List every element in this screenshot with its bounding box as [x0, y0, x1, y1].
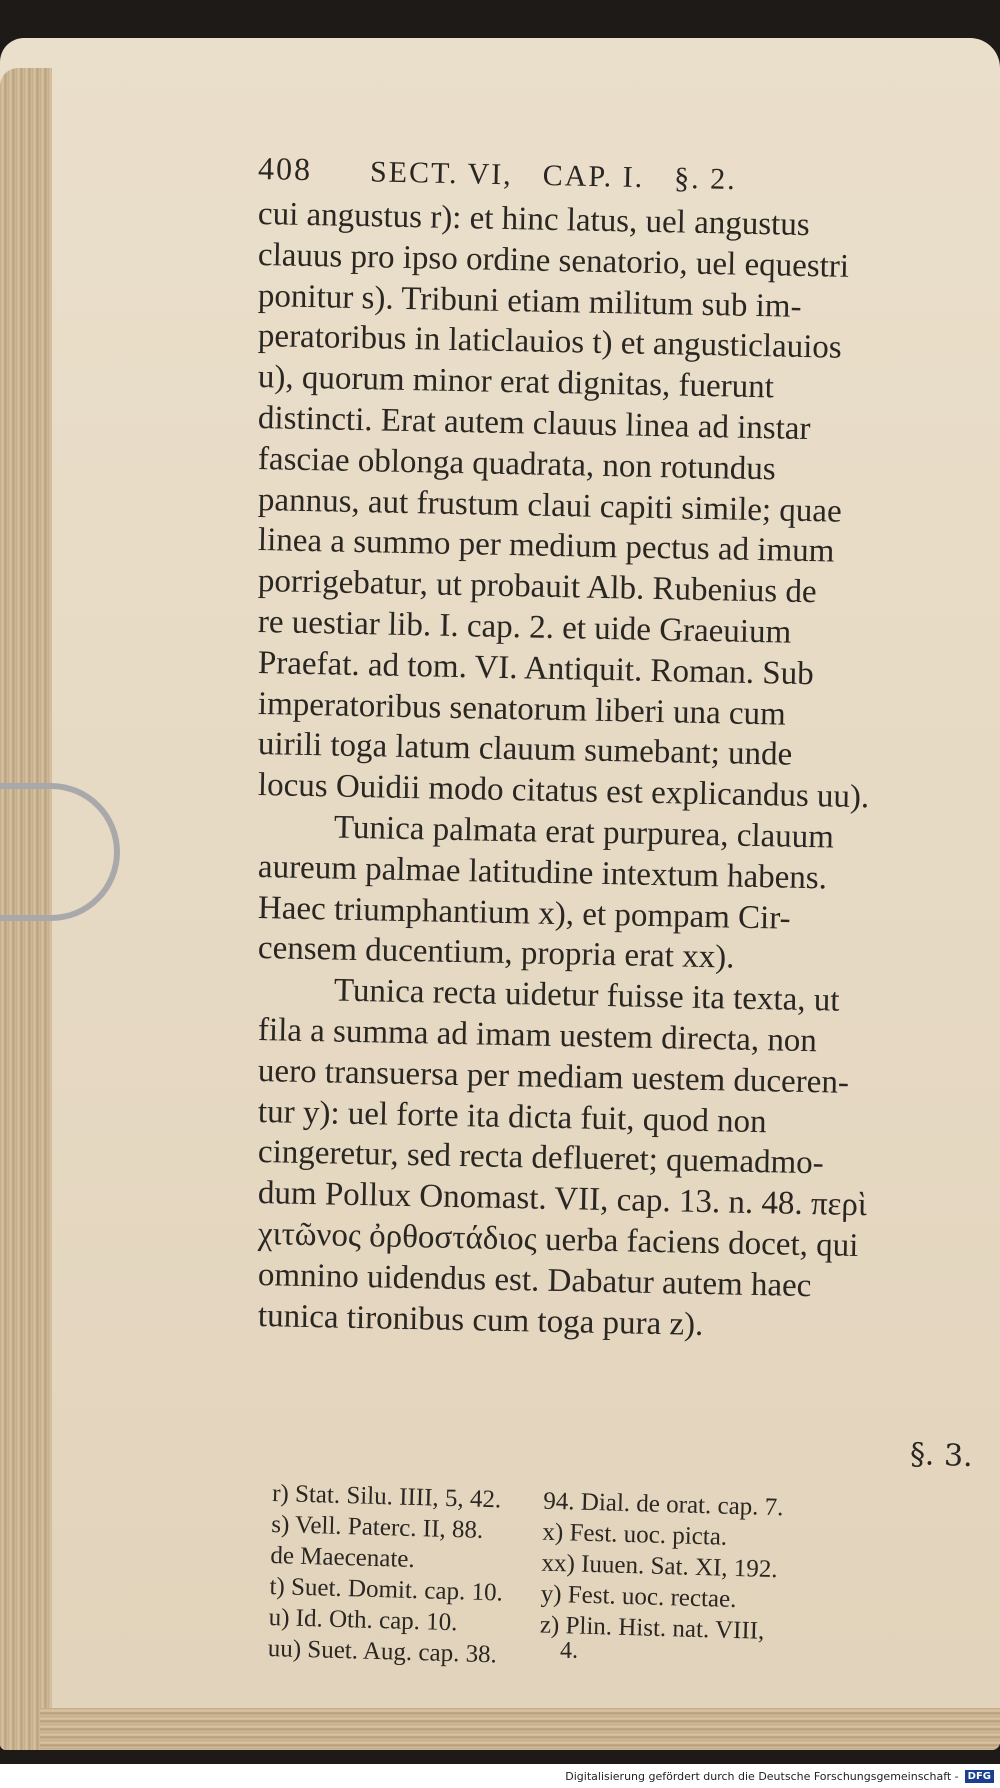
body-text — [257, 194, 978, 1343]
text-line: Tunica recta uidetur fuisse ita texta, ut — [333, 972, 840, 1019]
text-line: u), quorum minor erat dignitas, fuerunt — [257, 359, 775, 406]
section-label: SECT. VI, — [369, 155, 514, 192]
footnote: u) Id. Oth. cap. 10. — [268, 1603, 458, 1637]
text-line: censem ducentium, propria erat xx). — [257, 930, 735, 976]
text-line: peratoribus in laticlauios t) et angusticlauios — [257, 318, 843, 367]
text-line: clauus pro ipso ordine senatorio, uel equestri — [257, 236, 850, 285]
footnote: t) Suet. Domit. cap. 10. — [269, 1572, 504, 1607]
text-line: fasciae oblonga quadrata, non rotundus — [257, 440, 777, 488]
text-line: χιτῶνος ὀρθοστάδιος uerba faciens docet, qui — [257, 1215, 859, 1264]
text-line: porrigebatur, ut probauit Alb. Rubenius de — [257, 563, 817, 611]
dfg-logo: DFG — [965, 1770, 994, 1783]
text-line: dum Pollux Onomast. VII, cap. 13. n. 48. περὶ — [257, 1175, 868, 1224]
footnote: s) Vell. Paterc. II, 88. — [270, 1511, 484, 1544]
page-edges-bottom — [40, 1708, 1000, 1750]
text-line: Tunica palmata erat purpurea, clauum — [333, 809, 835, 856]
footnote: z) Plin. Hist. nat. VIII, — [539, 1611, 765, 1645]
text-line: distincti. Erat autem clauus linea ad instar — [257, 399, 811, 448]
footnotes-left-column — [267, 1478, 505, 1670]
text-line: Praefat. ad tom. VI. Antiquit. Roman. Sub — [257, 644, 815, 692]
chapter-label: CAP. I. — [542, 158, 645, 195]
footnote: xx) Iuuen. Sat. XI, 192. — [541, 1549, 779, 1584]
footnote: 94. Dial. de orat. cap. 7. — [542, 1487, 784, 1522]
digitization-footer — [0, 1764, 1000, 1788]
page-number: 408 — [257, 150, 313, 188]
text-line: tunica tironibus cum toga pura z). — [257, 1297, 704, 1343]
text-line: uirili toga latum clauum sumebant; unde — [257, 726, 793, 774]
text-line: fila a summa ad imam uestem directa, non — [257, 1011, 818, 1060]
paragraph-label: §. 2. — [673, 161, 738, 197]
text-line: locus Ouidii modo citatus est explicandus uu). — [257, 767, 870, 816]
text-line: aureum palmae latitudine intextum habens. — [257, 848, 828, 897]
footnote: de Maecenate. — [270, 1542, 416, 1574]
text-line: pannus, aut frustum claui capiti simile; quae — [257, 481, 843, 530]
text-line: cui angustus r): et hinc latus, uel angustus — [257, 196, 811, 244]
text-line: linea a summo per medium pectus ad imum — [257, 522, 835, 570]
paper-clip — [0, 783, 120, 921]
footnotes — [267, 1478, 992, 1684]
text-line: imperatoribus senatorum liberi una cum — [257, 685, 787, 733]
footnote: x) Fest. uoc. picta. — [542, 1518, 728, 1551]
text-line: tur y): uel forte ita dicta fuit, quod non — [257, 1093, 767, 1140]
footnote: r) Stat. Silu. IIII, 5, 42. — [271, 1480, 502, 1514]
text-line: uero transuersa per mediam uestem duceren- — [257, 1052, 850, 1101]
footnote: y) Fest. uoc. rectae. — [540, 1580, 737, 1614]
footnote: uu) Suet. Aug. cap. 38. — [267, 1634, 498, 1669]
book-page — [0, 38, 1000, 1750]
text-line: cingeretur, sed recta deflueret; quemadmo- — [257, 1134, 825, 1182]
text-line: ponitur s). Tribuni etiam militum sub im- — [257, 277, 802, 325]
text-line: re uestiar lib. I. cap. 2. et uide Graeuium — [257, 603, 792, 651]
next-section-mark: §. 3. — [909, 1436, 974, 1475]
signature-mark: 4. — [560, 1638, 578, 1664]
text-line: Haec triumphantium x), et pompam Cir- — [257, 889, 791, 937]
text-line: omnino uidendus est. Dabatur autem haec — [257, 1256, 812, 1304]
text-block — [257, 150, 978, 1343]
footer-text: Digitalisierung gefördert durch die Deutsche Forschungsgemeinschaft - — [565, 1769, 959, 1783]
